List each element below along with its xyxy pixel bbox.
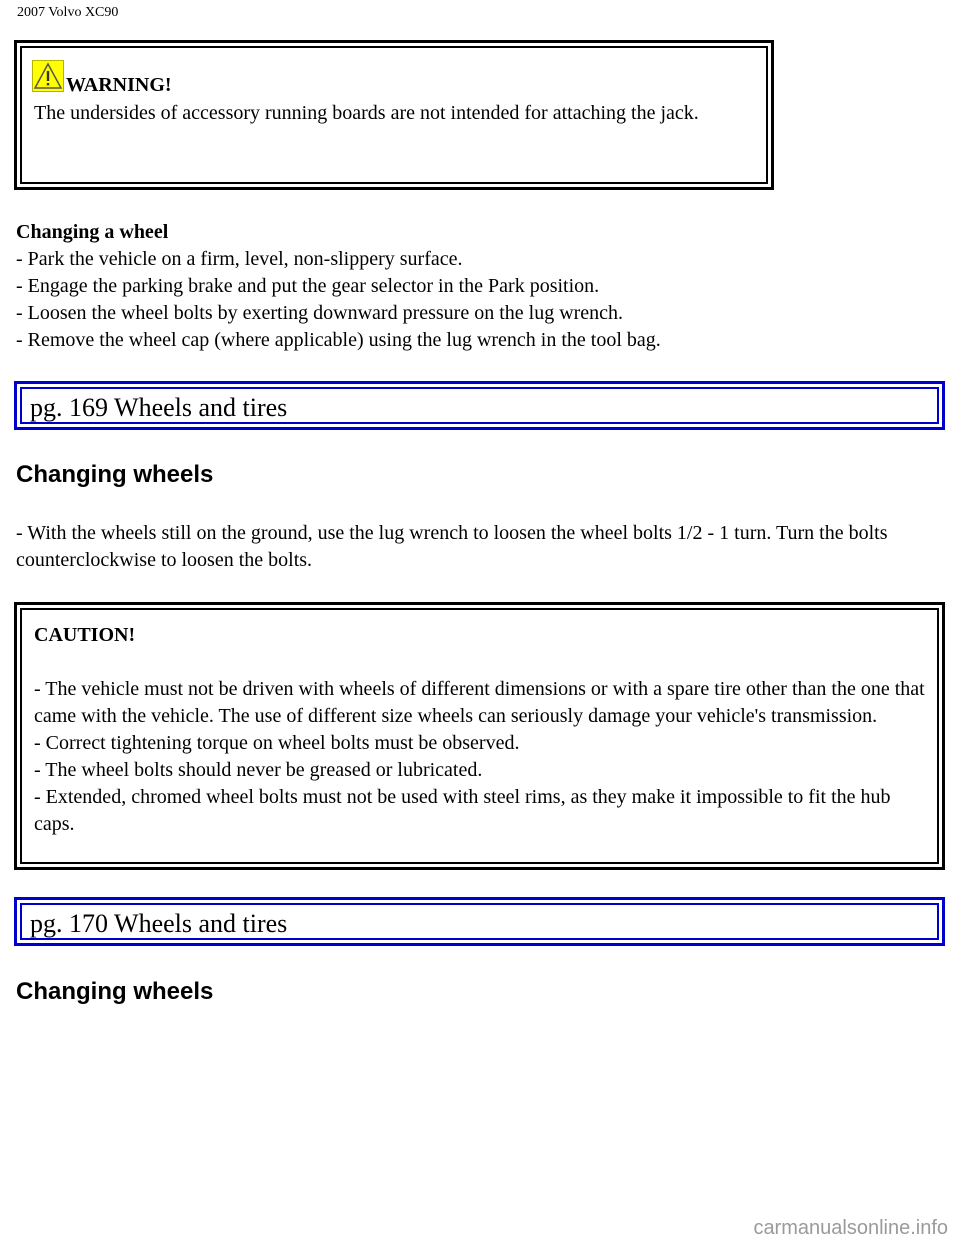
changing-wheels-heading-2: Changing wheels	[16, 978, 214, 1005]
warning-title-row	[34, 60, 754, 100]
step-line: - Engage the parking brake and put the gear selector in the Park position.	[16, 275, 600, 297]
warning-text: The undersides of accessory running boards are not intended for attaching the jack.	[34, 102, 699, 124]
step-line: - Park the vehicle on a firm, level, non-slippery surface.	[16, 248, 463, 270]
page-banner-label: pg. 170 Wheels and tires	[20, 903, 939, 940]
warning-triangle-icon	[32, 60, 64, 92]
page-banner-label: pg. 169 Wheels and tires	[20, 387, 939, 424]
warning-box-inner	[20, 46, 768, 184]
changing-a-wheel-section	[16, 219, 944, 354]
loosen-bolts-paragraph: - With the wheels still on the ground, use the lug wrench to loosen the wheel bolts 1/2 - 1 turn. Turn the bolts counterclockwise to loosen the bolts.	[16, 522, 888, 571]
document-header: 2007 Volvo XC90	[17, 5, 119, 20]
caution-line: - The wheel bolts should never be greased or lubricated.	[34, 759, 483, 781]
watermark: carmanualsonline.info	[753, 1217, 948, 1239]
changing-a-wheel-heading: Changing a wheel	[16, 221, 169, 243]
step-line: - Remove the wheel cap (where applicable) using the lug wrench in the tool bag.	[16, 329, 661, 351]
page-banner-169	[14, 381, 945, 430]
changing-wheels-heading: Changing wheels	[16, 461, 214, 488]
step-line: - Loosen the wheel bolts by exerting downward pressure on the lug wrench.	[16, 302, 624, 324]
warning-box	[14, 40, 774, 190]
page-banner-170	[14, 897, 945, 946]
caution-line: - The vehicle must not be driven with wheels of different dimensions or with a spare tire other than the one that came with the vehicle. The use of different size wheels can seriously damage your vehicle's transmission.	[34, 678, 925, 727]
warning-title: WARNING!	[66, 74, 172, 96]
caution-title: CAUTION!	[34, 624, 136, 646]
caution-box-inner	[20, 608, 939, 864]
caution-line: - Correct tightening torque on wheel bolts must be observed.	[34, 732, 520, 754]
caution-box	[14, 602, 945, 870]
caution-line: - Extended, chromed wheel bolts must not be used with steel rims, as they make it impossible to fit the hub caps.	[34, 786, 891, 835]
